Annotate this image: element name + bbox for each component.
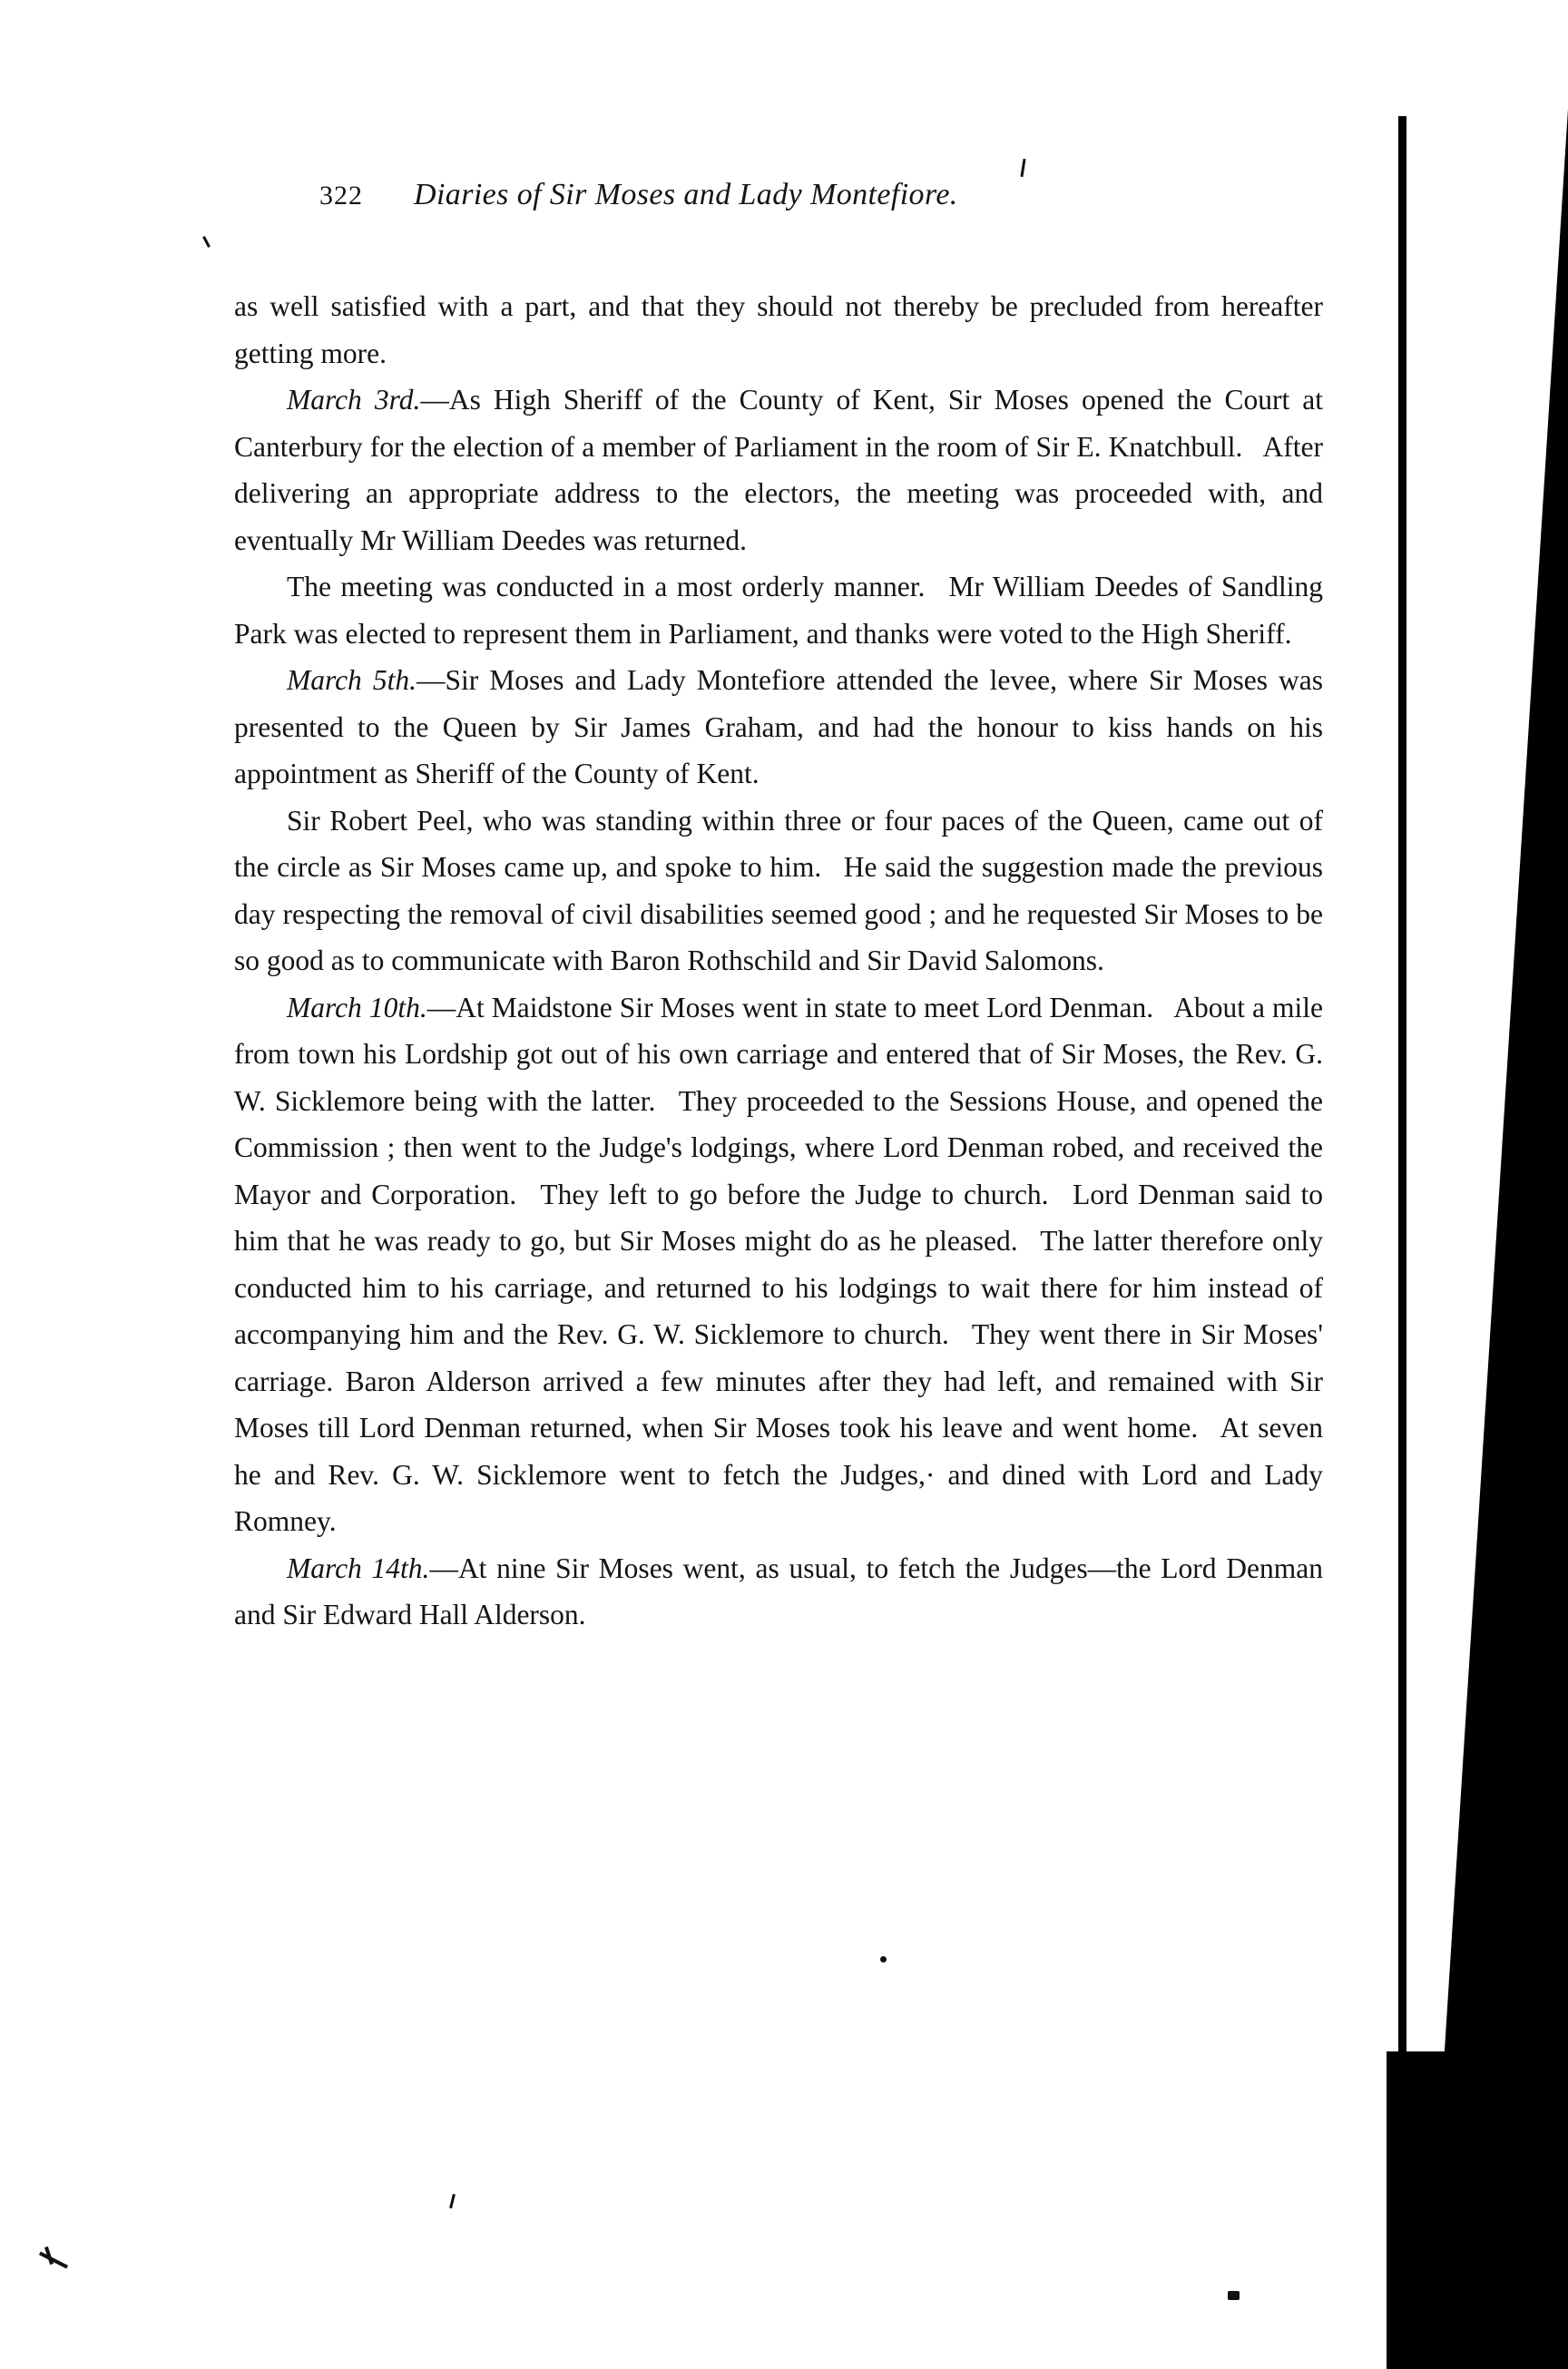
running-head-title: Diaries of Sir Moses and Lady Montefiore. bbox=[414, 178, 958, 211]
scan-edge-line bbox=[1398, 116, 1406, 2203]
scan-mark-dot-lower bbox=[1228, 2291, 1240, 2300]
paragraph bbox=[234, 657, 1323, 798]
scan-edge-shadow bbox=[1332, 0, 1568, 2369]
date-reference: March 10th. bbox=[287, 991, 427, 1023]
paragraph-text: Sir Robert Peel, who was standing within three or four paces of the Queen, came out of the circle as Sir Moses came up, and spoke to him. He said the suggestion made the previous day respecting the removal of civil disabilities seemed good ; and he requested Sir Moses to be so good as to communicate with Baron Rothschild and Sir David Salomons. bbox=[234, 804, 1323, 976]
paragraph-text: The meeting was conducted in a most orderly manner. Mr William Deedes of Sandling Park was elected to represent them in Parliament, and thanks were voted to the High Sheriff. bbox=[234, 571, 1323, 650]
paragraph bbox=[234, 377, 1323, 563]
date-reference: March 5th. bbox=[287, 664, 416, 696]
paragraph-text: —At Maidstone Sir Moses went in state to meet Lord Denman. About a mile from town his Lordship got out of his own carriage and entered that of Sir Moses, the Rev. G. W. Sicklemore being with the latter. They proceeded to the Sessions House, and opened the Commission ; then went to the Judge's lodgings, where Lord Denman robed, and received the Mayor and Corporation. They left to go before the Judge to church. Lord Denman said to him that he was ready to go, but Sir Moses might do as he pleased. The latter therefore only conducted him to his carriage, and returned to his lodgings to wait there for him instead of accompanying him and the Rev. G. W. Sicklemore to church. They went there in Sir Moses' carriage. Baron Alderson arrived a few minutes after they had left, and remained with Sir Moses till Lord Denman returned, when Sir Moses took his leave and went home. At seven he and Rev. G. W. Sicklemore went to fetch the Judges,· and dined with Lord and Lady Romney. bbox=[234, 991, 1323, 1537]
scan-mark-dot bbox=[880, 1956, 887, 1963]
paragraph-text: —At nine Sir Moses went, as usual, to fetch the Judges—the Lord Denman and Sir Edward Hall Alderson. bbox=[234, 1552, 1323, 1630]
paragraph-text: —As High Sheriff of the County of Kent, Sir Moses opened the Court at Canterbury for the election of a member of Parliament in the room of Sir E. Knatchbull. After delivering an appropriate address to the electors, the meeting was proceeded with, and eventually Mr William Deedes was returned. bbox=[234, 384, 1324, 556]
date-reference: March 3rd. bbox=[287, 384, 421, 416]
paragraph bbox=[234, 283, 1323, 377]
page-number: 322 bbox=[319, 181, 363, 210]
scan-mark-top-left bbox=[202, 236, 211, 248]
paragraph-text: —Sir Moses and Lady Montefiore attended the levee, where Sir Moses was presented to the Queen by Sir James Graham, and had the honour to kiss hands on his appointment as Sheriff of the County of Kent. bbox=[234, 664, 1323, 789]
scan-edge-wedge bbox=[1432, 109, 1568, 2250]
scan-mark-top-caret bbox=[1020, 159, 1025, 177]
paragraph bbox=[234, 563, 1323, 657]
paragraph bbox=[234, 984, 1323, 1545]
page-header bbox=[0, 178, 1334, 212]
paragraph bbox=[234, 798, 1323, 984]
scan-edge-block bbox=[1387, 2233, 1568, 2369]
page-body bbox=[234, 283, 1323, 1639]
scan-mark-bottom-left bbox=[39, 2252, 68, 2269]
paragraph-text: as well satisfied with a part, and that they should not thereby be precluded from hereafter getting more. bbox=[234, 290, 1323, 369]
paragraph bbox=[234, 1545, 1323, 1639]
scan-edge-notch bbox=[1387, 2051, 1481, 2233]
date-reference: March 14th. bbox=[287, 1552, 430, 1584]
scan-mark-apostrophe bbox=[449, 2194, 456, 2208]
